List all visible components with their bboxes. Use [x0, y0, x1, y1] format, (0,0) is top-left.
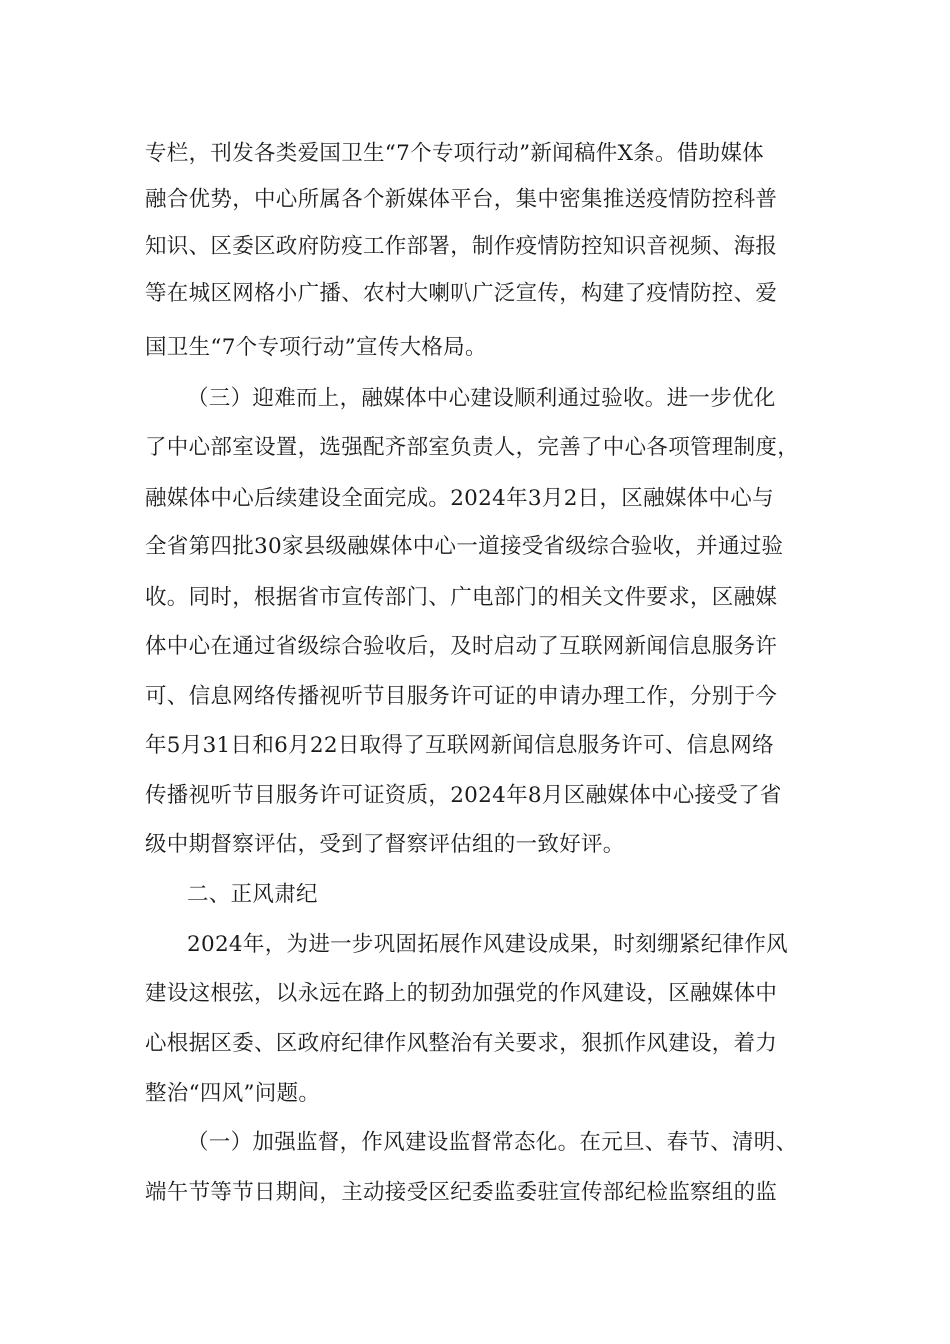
text-line: 建设这根弦，以永远在路上的韧劲加强党的作风建设，区融媒体中	[145, 981, 778, 1006]
text-line: 传播视听节目服务许可证资质，2024年8月区融媒体中心接受了省	[145, 783, 782, 808]
section-heading-line: （三）迎难而上，融媒体中心建设顺利通过验收。进一步优化	[187, 386, 776, 411]
section-heading: 二、正风肃纪	[187, 882, 318, 907]
text-line: 整治“四风”问题。	[145, 1081, 321, 1106]
text-line: 级中期督察评估，受到了督察评估组的一致好评。	[145, 832, 625, 857]
text-line: 收。同时，根据省市宣传部门、广电部门的相关文件要求，区融媒	[145, 585, 778, 610]
text-line: 年5月31日和6月22日取得了互联网新闻信息服务许可、信息网络	[145, 733, 774, 758]
text-line: 了中心部室设置，选强配齐部室负责人，完善了中心各项管理制度，	[145, 435, 800, 460]
text-line: 融合优势，中心所属各个新媒体平台，集中密集推送疫情防控科普	[145, 187, 778, 212]
text-line: 2024年，为进一步巩固拓展作风建设成果，时刻绷紧纪律作风	[187, 932, 788, 957]
text-line: 心根据区委、区政府纪律作风整治有关要求，狠抓作风建设，着力	[145, 1031, 778, 1056]
text-line: 可、信息网络传播视听节目服务许可证的申请办理工作，分别于今	[145, 684, 778, 709]
text-line: 国卫生“7个专项行动”宣传大格局。	[145, 335, 487, 360]
section-heading-line: （一）加强监督，作风建设监督常态化。在元旦、春节、清明、	[187, 1130, 798, 1155]
text-line: 知识、区委区政府防疫工作部署，制作疫情防控知识音视频、海报	[145, 234, 778, 259]
text-line: 体中心在通过省级综合验收后，及时启动了互联网新闻信息服务许	[145, 634, 778, 659]
text-line: 专栏，刊发各类爱国卫生“7个专项行动”新闻稿件X条。借助媒体	[145, 141, 764, 166]
text-line: 端午节等节日期间，主动接受区纪委监委驻宣传部纪检监察组的监	[145, 1180, 778, 1205]
text-line: 等在城区网格小广播、农村大喇叭广泛宣传，构建了疫情防控、爱	[145, 281, 778, 306]
text-line: 融媒体中心后续建设全面完成。2024年3月2日，区融媒体中心与	[145, 486, 774, 511]
text-line: 全省第四批30家县级融媒体中心一道接受省级综合验收，并通过验	[145, 534, 784, 559]
